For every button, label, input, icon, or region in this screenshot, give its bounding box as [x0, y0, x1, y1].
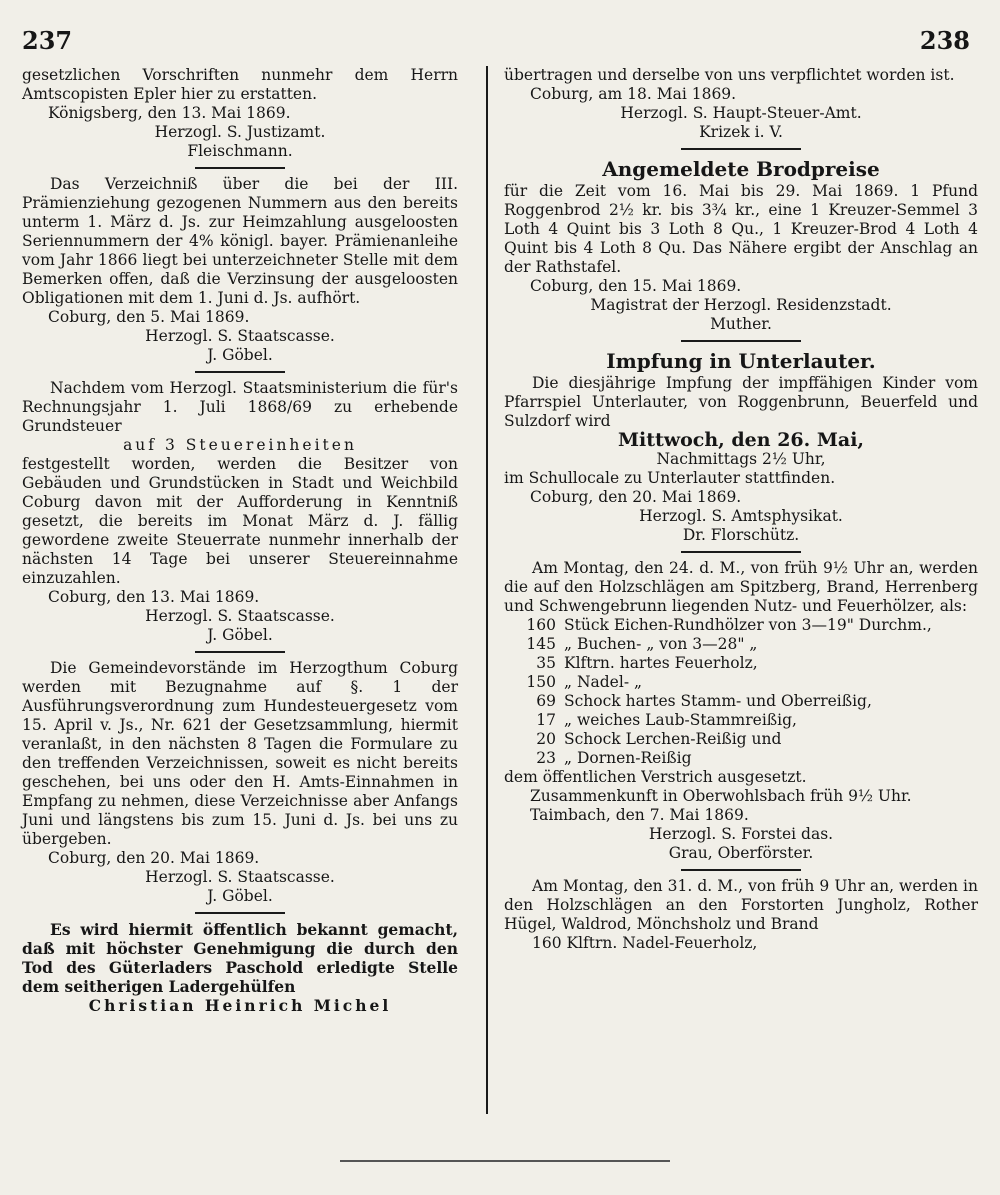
notice-signature: Dr. Florschütz.: [682, 526, 800, 544]
notice-place-date: Coburg, den 20. Mai 1869.: [48, 849, 260, 867]
notice-grundsteuer: [22, 379, 458, 645]
page-number-right: 238: [919, 26, 970, 55]
notice-praemienanleihe: [22, 175, 458, 365]
notice-text: gesetzlichen Vorschriften nunmehr dem Herrn Amtscopisten Epler hier zu erstatten.: [22, 66, 458, 103]
section-heading: Impfung in Unterlauter.: [606, 349, 876, 373]
wood-list-row: [508, 730, 936, 749]
wood-description: „ Nadel- „: [564, 673, 643, 691]
column-divider: [486, 66, 488, 1114]
notice-name-line: Christian Heinrich Michel: [88, 996, 392, 1015]
wood-quantity: 150: [526, 673, 556, 691]
notice-signature: Krizek i. V.: [699, 123, 783, 141]
wood-list-row: [508, 711, 936, 730]
notice-text-continued: im Schullocale zu Unterlauter stattfinden.: [504, 469, 836, 487]
notice-gueterlader: [22, 920, 458, 1015]
wood-quantity: 69: [536, 692, 556, 710]
section-rule: [195, 167, 285, 169]
notice-place-date: Taimbach, den 7. Mai 1869.: [530, 806, 749, 824]
notice-signature: Muther.: [710, 315, 772, 333]
wood-quantity: 20: [536, 730, 556, 748]
section-rule: [681, 869, 801, 871]
wood-description: „ Dornen-Reißig: [564, 749, 692, 767]
section-rule: [195, 651, 285, 653]
wood-description: „ Buchen- „ von 3—28" „: [564, 635, 758, 653]
notice-meeting: Zusammenkunft in Oberwohlsbach früh 9½ Uhr.: [530, 787, 912, 805]
notice-authority: Herzogl. S. Forstei das.: [648, 825, 834, 843]
notice-place-date: Coburg, den 20. Mai 1869.: [530, 488, 742, 506]
notice-authority: Herzogl. S. Haupt-Steuer-Amt.: [620, 104, 862, 122]
section-rule: [681, 148, 801, 150]
notice-brodpreise: [504, 156, 978, 334]
notice-text: Die Gemeindevorstände im Herzogthum Coburg werden mit Bezugnahme auf §. 1 der Ausführungsverordnung zum Hundesteuergesetz vom 15. April v. Js., Nr. 621 der Gesetzsammlung, hiermit veranlaßt, in den nächsten 8 Tagen die Formulare zu den treffenden Verzeichnissen, soweit es nicht bereits geschehen, bei uns oder den H. Amts-Einnahmen in Empfang zu nehmen, diese Verzeichnisse aber Anfangs Juni und längstens bis zum 15. Juni d. Js. bei uns zu übergeben.: [22, 659, 458, 848]
wood-quantity: 17: [536, 711, 556, 729]
left-column: [22, 66, 458, 1015]
notice-amtscopist: [22, 66, 458, 161]
notice-authority: Herzogl. S. Amtsphysikat.: [639, 507, 843, 525]
section-rule: [195, 371, 285, 373]
notice-authority: Herzogl. S. Staatscasse.: [145, 607, 335, 625]
wood-quantity: 23: [536, 749, 556, 767]
wood-description: Schock Lerchen-Reißig und: [564, 730, 782, 748]
notice-signature: J. Göbel.: [207, 346, 273, 364]
wood-description: „ weiches Laub-Stammreißig,: [564, 711, 797, 729]
notice-signature: J. Göbel.: [207, 887, 273, 905]
notice-text: für die Zeit vom 16. Mai bis 29. Mai 1869. 1 Pfund Roggenbrod 2½ kr. bis 3¾ kr., eine 1 Kreuzer-Semmel 3 Loth 4 Quint bis 3 Loth 8 Qu., 1 Kreuzer-Brod 4 Loth 4 Quint bis 4 Loth 8 Qu. Das Nähere ergibt der Anschlag an der Rathstafel.: [504, 182, 978, 276]
wood-list-row: [508, 635, 936, 654]
wood-quantity: 160: [526, 616, 556, 634]
section-rule: [681, 551, 801, 553]
notice-text-continued: dem öffentlichen Verstrich ausgesetzt.: [504, 768, 807, 786]
notice-spaced-line: auf 3 Steuereinheiten: [123, 436, 357, 454]
notice-text: Am Montag, den 31. d. M., von früh 9 Uhr an, werden in den Holzschlägen an den Forstorten Jungholz, Rother Hügel, Waldrod, Mönchsholz und Brand: [504, 877, 978, 933]
notice-date-line: Mittwoch, den 26. Mai,: [617, 429, 865, 451]
notice-holzverkauf-2: [504, 877, 978, 953]
notice-time-line: Nachmittags 2½ Uhr,: [656, 450, 826, 468]
section-heading: Angemeldete Brodpreise: [602, 157, 880, 181]
wood-list-row: [508, 692, 936, 711]
notice-authority: Herzogl. S. Staatscasse.: [145, 868, 335, 886]
notice-text-continued: festgestellt worden, werden die Besitzer von Gebäuden und Grundstücken in Stadt und Weichbild Coburg davon mit der Aufforderung in Kenntniß gesetzt, die bereits im Monat März d. J. fällig gewordene zweite Steuerrate nunmehr innerhalb der nächsten 14 Tage bei unserer Steuereinnahme einzuzahlen.: [22, 455, 458, 587]
notice-signature: Fleischmann.: [187, 142, 293, 160]
wood-list-row: [508, 673, 936, 692]
wood-list-row: [508, 616, 936, 635]
section-rule: [681, 340, 801, 342]
notice-signature: J. Göbel.: [207, 626, 273, 644]
notice-text: Das Verzeichniß über die bei der III. Prämienziehung gezogenen Nummern aus den bereits unterm 1. März d. Js. zur Heimzahlung ausgeloosten Seriennummern der 4% königl. bayer. Prämienanleihe vom Jahr 1866 liegt bei unterzeichneter Stelle mit dem Bemerken offen, daß die Verzinsung der ausgeloosten Obligationen mit dem 1. Juni d. Js. aufhört.: [22, 175, 458, 307]
bottom-rule: [340, 1160, 670, 1162]
wood-quantity: 145: [526, 635, 556, 653]
wood-quantity: 35: [536, 654, 556, 672]
section-rule: [195, 912, 285, 914]
notice-text: übertragen und derselbe von uns verpflichtet worden ist.: [504, 66, 955, 84]
notice-authority: Magistrat der Herzogl. Residenzstadt.: [590, 296, 892, 314]
notice-place-date: Coburg, den 13. Mai 1869.: [48, 588, 260, 606]
notice-text: Nachdem vom Herzogl. Staatsministerium die für's Rechnungsjahr 1. Juli 1868/69 zu erhebende Grundsteuer: [22, 379, 458, 435]
wood-list-row: [508, 654, 936, 673]
wood-description: Schock hartes Stamm- und Oberreißig,: [564, 692, 872, 710]
page-number-left: 237: [22, 26, 73, 55]
wood-description: Klftrn. hartes Feuerholz,: [564, 654, 758, 672]
notice-authority: Herzogl. S. Justizamt.: [154, 123, 326, 141]
wood-description: Stück Eichen-Rundhölzer von 3—19" Durchm.,: [564, 616, 932, 634]
notice-place-date: Coburg, am 18. Mai 1869.: [530, 85, 737, 103]
notice-authority: Herzogl. S. Staatscasse.: [145, 327, 335, 345]
notice-holzverkauf-1: [504, 559, 978, 863]
wood-list: [508, 616, 936, 768]
notice-hundesteuer: [22, 659, 458, 906]
notice-impfung: [504, 348, 978, 545]
notice-item: 160 Klftrn. Nadel-Feuerholz,: [532, 934, 758, 952]
notice-place-date: Coburg, den 15. Mai 1869.: [530, 277, 742, 295]
notice-text: Die diesjährige Impfung der impffähigen Kinder vom Pfarrspiel Unterlauter, von Roggenbrunn, Beuerfeld und Sulzdorf wird: [504, 374, 978, 430]
wood-list-row: [508, 749, 936, 768]
notice-steuerlader-continued: [504, 66, 978, 142]
notice-place-date: Königsberg, den 13. Mai 1869.: [48, 104, 291, 122]
right-column: [504, 66, 978, 953]
notice-text: Es wird hiermit öffentlich bekannt gemacht, daß mit höchster Genehmigung die durch den Tod des Güterladers Paschold erledigte Stelle dem seitherigen Ladergehülfen: [22, 920, 458, 996]
notice-place-date: Coburg, den 5. Mai 1869.: [48, 308, 250, 326]
notice-signature: Grau, Oberförster.: [668, 844, 814, 862]
notice-text: Am Montag, den 24. d. M., von früh 9½ Uhr an, werden die auf den Holzschlägen am Spitzberg, Brand, Herrenberg und Schwengebrunn liegenden Nutz- und Feuerhölzer, als:: [504, 559, 978, 615]
